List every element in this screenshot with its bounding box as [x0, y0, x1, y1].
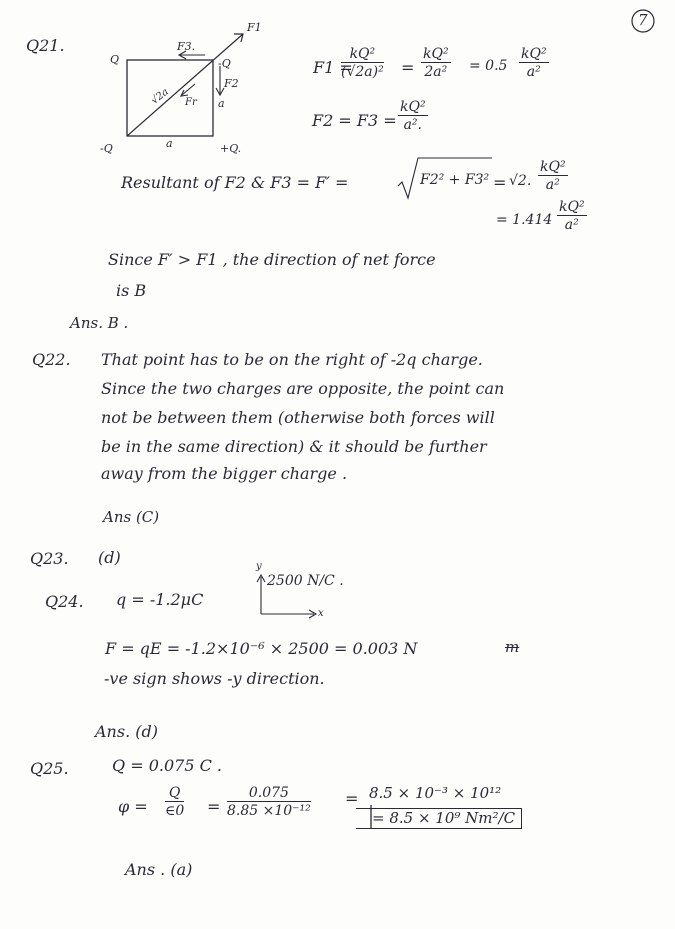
q21-label: Q21.	[26, 36, 65, 55]
resultant-fraction: $\frac{\text{kQ²}}{\text{a²}}$	[540, 159, 566, 193]
q24-axis-x: x	[318, 608, 324, 619]
q25-fraction-1: $\frac{Q}{\in 0}$	[165, 785, 185, 819]
page-number: 7	[638, 11, 648, 29]
q25-equals-1: =	[207, 797, 221, 816]
f1-fraction-1: $\frac{\text{kQ²}}{\text{(√2a)²}}$	[341, 46, 384, 80]
q25-label: Q25.	[30, 759, 69, 778]
q25-equals-2: =	[345, 789, 359, 808]
resultant-radicand: F2² + F3²	[420, 172, 490, 188]
f1-lhs: F1 =	[313, 58, 353, 77]
q22-answer: Ans (C)	[103, 508, 160, 526]
q22-line-2: Since the two charges are opposite, the point can	[101, 379, 505, 398]
q24-given: q = -1.2μC	[116, 590, 204, 609]
q25-answer: Ans . (a)	[125, 860, 193, 879]
q25-step: 8.5 × 10⁻³ × 10¹²	[369, 784, 502, 802]
charge-top-right: -Q	[218, 57, 231, 70]
resultant-coefficient: √2.	[509, 173, 532, 189]
f1-fraction-3: $\frac{\text{kQ²}}{\text{a²}}$	[521, 46, 547, 80]
q25-fraction-2: $\frac{0.075}{\text{8.85 ×10⁻¹²}}$	[227, 785, 311, 819]
charge-top-left: Q	[110, 53, 120, 66]
q23-label: Q23.	[30, 549, 69, 568]
resultant-numeric: = 1.414	[496, 212, 553, 228]
q25-phi: φ =	[118, 797, 148, 816]
q22-label: Q22.	[32, 350, 71, 369]
force-f1: F1	[247, 21, 262, 34]
q24-struck-unit: m	[505, 638, 520, 656]
q24-field: 2500 N/C .	[267, 573, 344, 589]
f23-lhs: F2 = F3 =	[312, 111, 397, 130]
q24-axis-y: y	[256, 561, 262, 572]
f1-coefficient: = 0.5	[469, 58, 508, 74]
f23-fraction: $\frac{\text{kQ²}}{\text{a².}}$	[400, 99, 426, 133]
force-f2: F2	[224, 77, 239, 90]
q25-given: Q = 0.075 C .	[112, 756, 222, 775]
force-f3: F3.	[177, 40, 196, 53]
q23-answer: (d)	[98, 548, 121, 567]
q22-line-5: away from the bigger charge .	[101, 464, 348, 483]
q24-answer: Ans. (d)	[95, 722, 158, 741]
q21-answer: Ans. B .	[70, 314, 129, 332]
q22-line-4: be in the same direction) & it should be further	[101, 437, 487, 456]
q25-boxed-result: = 8.5 × 10⁹ Nm²/C	[356, 808, 522, 829]
q24-label: Q24.	[45, 592, 84, 611]
q21-line-2: is B	[116, 281, 147, 300]
f1-equals: =	[401, 58, 415, 77]
force-fr: Fr	[185, 97, 197, 108]
f1-fraction-2: $\frac{\text{kQ²}}{\text{2a²}}$	[423, 46, 449, 80]
diagonal-length: √2a	[149, 86, 171, 107]
charge-bottom-left: -Q	[100, 142, 113, 155]
q24-note: -ve sign shows -y direction.	[104, 669, 325, 688]
resultant-label: Resultant of F2 & F3 = F′ =	[121, 173, 349, 192]
q22-line-3: not be between them (otherwise both forces will	[101, 408, 495, 427]
resultant-equals: =	[493, 173, 507, 192]
charge-bottom-right: +Q.	[220, 142, 242, 155]
q22-line-1: That point has to be on the right of -2q charge.	[101, 350, 483, 369]
q24-equation: F = qE = -1.2×10⁻⁶ × 2500 = 0.003 N	[105, 639, 418, 658]
side-a-right: a	[218, 97, 225, 110]
q21-line-1: Since F′ > F1 , the direction of net force	[108, 250, 436, 269]
side-a-bottom: a	[166, 137, 173, 150]
resultant-numeric-fraction: $\frac{\text{kQ²}}{\text{a²}}$	[559, 199, 585, 233]
